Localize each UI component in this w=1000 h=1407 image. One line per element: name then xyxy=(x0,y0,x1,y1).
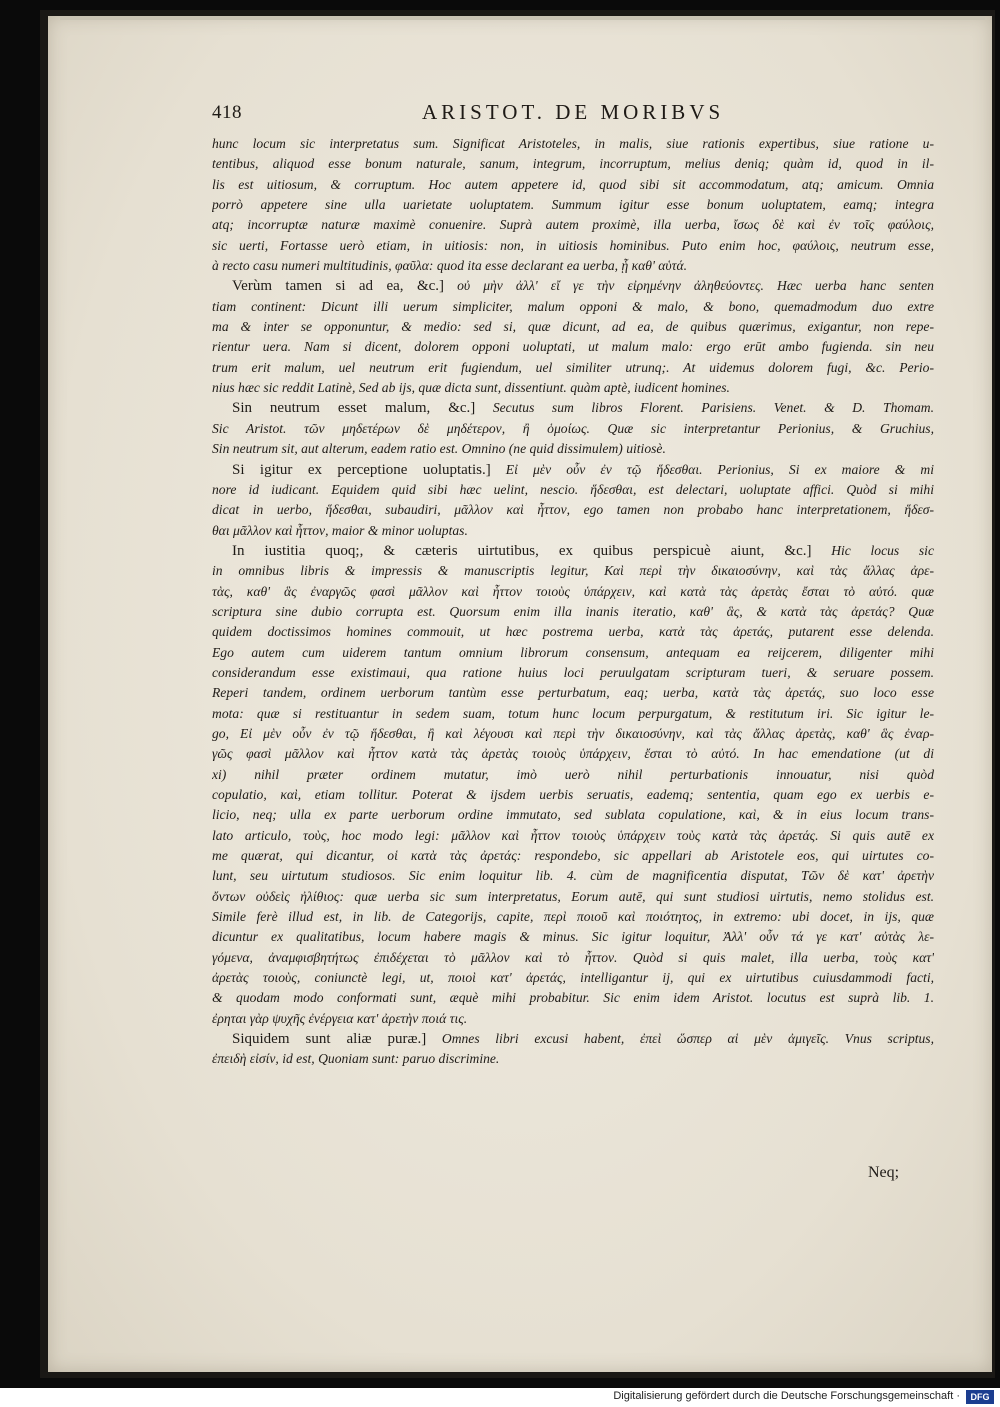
running-head: ARISTOT. DE MORIBVS xyxy=(422,100,725,124)
text-line: ὄντων οὐδεὶς ἠλίθιος: quæ uerba sic sum interpretatus, Eorum autē, qui sunt studiosi uirtutis, nemo stolidus est. xyxy=(212,888,934,904)
text-line: considerandum esse existimaui, qua ratione huius loci peruulgatam scripturam tueri, & seruare possem. xyxy=(212,664,934,680)
text-line: & quodam modo conformati sunt, æquè mihi probabitur. Sic enim idem Aristot. locutus est suprà lib. 1. xyxy=(212,990,934,1006)
text-line: γῶς φασὶ μᾶλλον καὶ ἧττον κατὰ τὰς ἀρετὰς τοιοὺς ὑπάρχειν, ἔσται τὸ αὐτό. In hac emendatione (ut di xyxy=(212,746,934,762)
text-line: lato articulo, τοὺς, hoc modo legi: μᾶλλον καὶ ἧττον τοιοὺς ὑπάρχειν τοὺς κατὰ τὰς ἀρετάς. Si quis autē ex xyxy=(212,827,934,843)
text-line: tentibus, aliquod esse bonum naturale, sanum, integrum, incorruptum, melius deniq; quàm id, quod in il- xyxy=(212,156,934,172)
text-line: hunc locum sic interpretatus sum. Significat Aristoteles, in malis, siue rationis expertibus, siue ratione u- xyxy=(212,136,934,151)
text-line: Simile ferè illud est, in lib. de Categorijs, capite, περὶ ποιοῦ καὶ ποιότητος, in extremo: ubi docet, in ijs, quæ xyxy=(212,909,934,925)
text-line: θαι μᾶλλον καὶ ἧττον, maior & minor uoluptas. xyxy=(212,522,468,538)
text-line: nore id iudicant. Equidem quid sibi hæc uelint, nescio. ἥδεσθαι, est delectari, uoluptate affici. Quòd si mihi xyxy=(212,481,934,497)
text-line: Verùm tamen si ad ea, &c.] οὐ μὴν ἀλλ' εἴ γε τὴν εἰρημένην ἀληθεύοντες. Hæc uerba hanc senten xyxy=(232,278,934,295)
text-line: Sin neutrum esset malum, &c.] Secutus sum libros Florent. Parisiens. Venet. & D. Thomam. xyxy=(232,400,934,417)
text-line: ἐπειδὴ εἰσίν, id est, Quoniam sunt: paruo discrimine. xyxy=(212,1051,500,1067)
text-line: Siquidem sunt aliæ puræ.] Omnes libri excusi habent, ἐπεὶ ὥσπερ αἱ μὲν ἀμιγεῖς. Vnus scriptus, xyxy=(232,1031,934,1048)
text-line: dicat in uerbo, ἥδεσθαι, subaudiri, μᾶλλον καὶ ἧττον, ego tamen non probabo hanc interpretationem, ἥδεσ- xyxy=(212,502,934,518)
text-line: nius hæc sic reddit Latinè, Sed ab ijs, quæ dicta sunt, dissentiunt. quàm aptè, iudicent homines. xyxy=(212,380,730,396)
text-line: trum erit malum, uel neutrum erit fugiendum, uel similiter utrunq;. At uidemus dolorem fugi, &c. Perio- xyxy=(212,359,934,375)
text-line: scriptura sine dubio corrupta est. Quorsum enim illa inanis iteratio, καθ' ἃς, & κατὰ τὰς ἀρετάς? Quæ xyxy=(212,603,934,619)
text-line: me quærat, qui dicantur, οἱ κατὰ τὰς ἀρετάς: respondebo, sic appellari ab Aristotele eos, qui uirtutes co- xyxy=(212,848,934,864)
text-line: ma & inter se opponuntur, & medio: sed si, quæ dicunt, ad ea, de quibus quærimus, exigantur, non repe- xyxy=(212,319,934,335)
text-line: à recto casu numeri multitudinis, φαῦλα: quod ita esse declarant ea uerba, ᾗ καθ' αὑτά. xyxy=(212,258,688,274)
text-line: Reperi tandem, ordinem uerborum tantùm esse perturbatum, eaq; uerba, κατὰ τὰς ἀρετάς, suo loco esse xyxy=(212,685,934,701)
text-line: Sin neutrum sit, aut alterum, eadem ratio est. Omnino (ne quid dissimulem) uitiosè. xyxy=(212,441,666,457)
text-line: Sic Aristot. τῶν μηδετέρων δὲ μηδέτερον, ἢ ὁμοίως. Quæ sic interpretantur Perionius, & Gruchius, xyxy=(212,420,934,436)
text-line: mota: quæ si restituantur in sedem suam, totum hunc locum perpurgatum, & restitutum iri. Sic igitur le- xyxy=(212,705,934,721)
digitization-footer xyxy=(0,1388,1000,1407)
text-line: rientur uera. Nam si dicent, dolorem opponi uoluptati, ut malum malo: ergo erūt ambo fugienda. sin neu xyxy=(212,339,934,355)
text-line: licio, neq; ulla ex parte uerborum ordine immutato, sed sublata copulatione, καὶ, & in eius locum trans- xyxy=(212,807,934,823)
funding-credit: Digitalisierung gefördert durch die Deutsche Forschungsgemeinschaft · xyxy=(613,1390,960,1402)
text-line: atq; incorruptæ naturæ maximè conuenire. Suprà autem proximè, illa uerba, ἴσως δὲ καὶ ἐν τοῖς φαύλοις, xyxy=(212,217,934,233)
catchword: Neq; xyxy=(868,1164,900,1181)
text-line: In iustitia quoq;, & cæteris uirtutibus, ex quibus perspicuè aiunt, &c.] Hic locus sic xyxy=(232,542,934,559)
text-line: lunt, seu uirtutum studiosos. Sic enim loquitur lib. 4. cùm de magnificentia disputat, Τῶν δὲ κατ' ἀρετὴν xyxy=(212,868,934,884)
page-top-edge xyxy=(60,16,985,20)
text-line: ἀρετὰς τοιοὺς, coniunctè legi, ut, ποιοὶ κατ' ἀρετάς, intelligantur ij, qui ex uirtutibus cuiusdammodi facti, xyxy=(212,970,934,986)
text-line: copulatio, καὶ, etiam tollitur. Poterat & ijsdem uerbis seruatis, eademq; sententia, quam ego ex uerbis e- xyxy=(212,787,934,802)
text-line: γόμενα, ἀναμφισβητήτως ἐπιδέχεται τὸ μᾶλλον καὶ τὸ ἧττον. Quòd si quis malet, illa uerba, τοὺς κατ' xyxy=(212,949,934,965)
text-line: in omnibus libris & impressis & manuscriptis legitur, Καὶ περὶ τὴν δικαιοσύνην, καὶ τὰς ἄλλας ἀρε- xyxy=(212,563,934,579)
text-line: ἐρηται γὰρ ψυχῆς ἐνέργεια κατ' ἀρετὴν ποιά τις. xyxy=(212,1010,468,1026)
text-line: Ego autem cum uiderem tantum omnium librorum consensum, antequam ea reijcerem, diligenter mihi xyxy=(212,644,934,660)
body-text xyxy=(212,134,934,1070)
page-number: 418 xyxy=(212,102,242,123)
text-line: τὰς, καθ' ἃς ἐναργῶς φασὶ μᾶλλον καὶ ἧττον τοιοὺς ὑπάρχειν, καὶ κατὰ τὰς ἀρετὰς ἔσται τὸ αὐτό. quæ xyxy=(212,583,934,599)
text-line: xi) nihil præter ordinem mutatur, imò uerò nihil perturbationis innouatur, nisi quòd xyxy=(212,766,934,782)
text-line: sic uerti, Fortasse uerò etiam, in uitiosis: non, in uitiosis hominibus. Puto enim hoc, φαύλοις, neutrum esse, xyxy=(212,237,934,253)
page-header xyxy=(212,102,932,132)
text-line: lis est uitiosum, & corruptum. Hoc autem appetere id, quod sibi sit accommodatum, atq; amicum. Omnia xyxy=(212,176,934,192)
text-line: go, Εἰ μὲν οὖν ἐν τῷ ἥδεσθαι, ἢ καὶ λέγουσι καὶ περὶ τὴν δικαιοσύνην, καὶ τὰς ἄλλας ἀρετὰς, καθ' ἃς ἐναρ- xyxy=(212,725,934,741)
text-line: quidem doctissimos homines commouit, ut hæc postrema uerba, κατὰ τὰς ἀρετάς, putarent esse delenda. xyxy=(212,624,934,640)
text-line: Si igitur ex perceptione uoluptatis.] Εἰ μὲν οὖν ἐν τῷ ἥδεσθαι. Perionius, Si ex maiore & mi xyxy=(232,461,934,478)
text-line: dicuntur ex qualitatibus, locum habere magis & minus. Sic igitur loquitur, Ἀλλ' οὖν τά γε κατ' αὐτὰς λε- xyxy=(212,929,934,945)
dfg-logo-icon: DFG xyxy=(966,1390,994,1404)
text-line: porrò appetere sine ulla uarietate uoluptatem. Summum igitur esse bonum uoluptatem, eamq; integra xyxy=(212,197,934,213)
text-line: tiam continent: Dicunt illi uerum simpliciter, malum opponi & malo, & bono, quemadmodum duo extre xyxy=(212,298,934,314)
